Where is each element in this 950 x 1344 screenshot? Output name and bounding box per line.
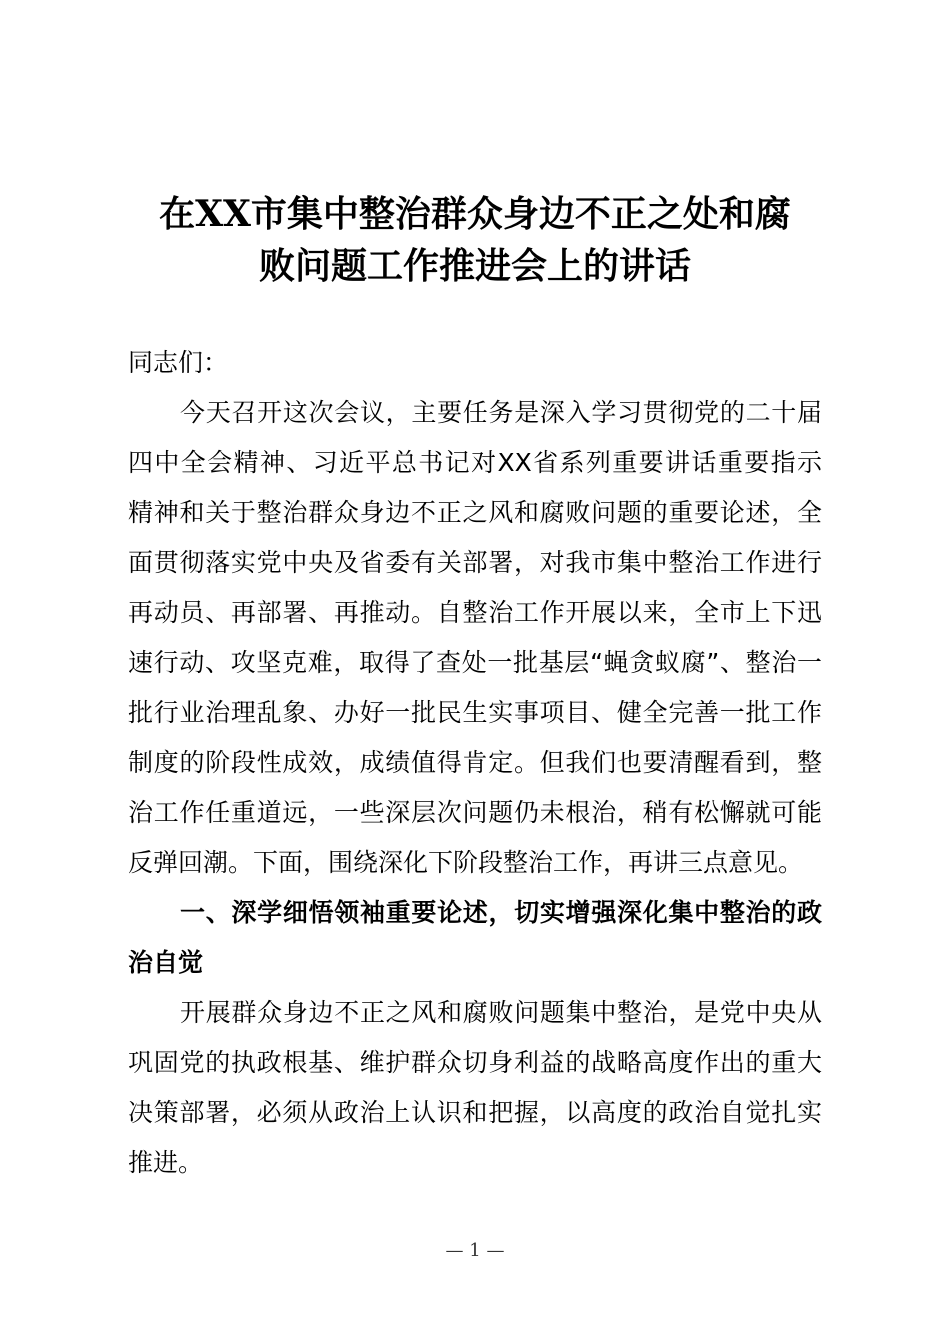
paragraph-line: 制度的阶段性成效，成绩值得肯定。但我们也要清醒看到，整 (128, 748, 822, 777)
paragraph-line: 批行业治理乱象、办好一批民生实事项目、健全完善一批工作 (128, 698, 822, 727)
paragraph-intro (128, 388, 822, 888)
paragraph-line: 再动员、再部署、再推动。自整治工作开展以来，全市上下迅 (128, 598, 822, 627)
paragraph-line: 开展群众身边不正之风和腐败问题集中整治，是党中央从 (180, 998, 822, 1027)
paragraph-line: 速行动、攻坚克难，取得了查处一批基层“蝇贪蚁腐”、整治一 (128, 648, 822, 677)
salutation: 同志们： (128, 348, 229, 377)
section-heading-1 (128, 888, 822, 988)
document-body (128, 338, 822, 1188)
paragraph-line: 决策部署，必须从政治上认识和把握，以高度的政治自觉扎实 (128, 1098, 822, 1127)
heading-line: 治自觉 (128, 948, 204, 977)
paragraph-line: 巩固党的执政根基、维护群众切身利益的战略高度作出的重大 (128, 1048, 822, 1077)
paragraph-line: 推进。 (128, 1148, 204, 1177)
heading-line: 一、深学细悟领袖重要论述，切实增强深化集中整治的政 (180, 898, 822, 927)
title-line: 败问题工作推进会上的讲话 (258, 245, 691, 287)
paragraph-line: 精神和关于整治群众身边不正之风和腐败问题的重要论述，全 (128, 498, 822, 527)
paragraph-line: 反弹回潮。下面，围绕深化下阶段整治工作，再讲三点意见。 (128, 848, 804, 877)
document-title (120, 188, 830, 292)
paragraph-line: 今天召开这次会议，主要任务是深入学习贯彻党的二十届 (180, 398, 822, 427)
paragraph-line: 四中全会精神、习近平总书记对XX省系列重要讲话重要指示 (128, 448, 822, 477)
paragraph-section-1 (128, 988, 822, 1188)
title-line: 在XX市集中整治群众身边不正之处和腐 (159, 193, 791, 235)
paragraph-line: 面贯彻落实党中央及省委有关部署，对我市集中整治工作进行 (128, 548, 822, 577)
paragraph-line: 治工作任重道远，一些深层次问题仍未根治，稍有松懈就可能 (128, 798, 822, 827)
page-number: — 1 — (445, 1240, 505, 1261)
